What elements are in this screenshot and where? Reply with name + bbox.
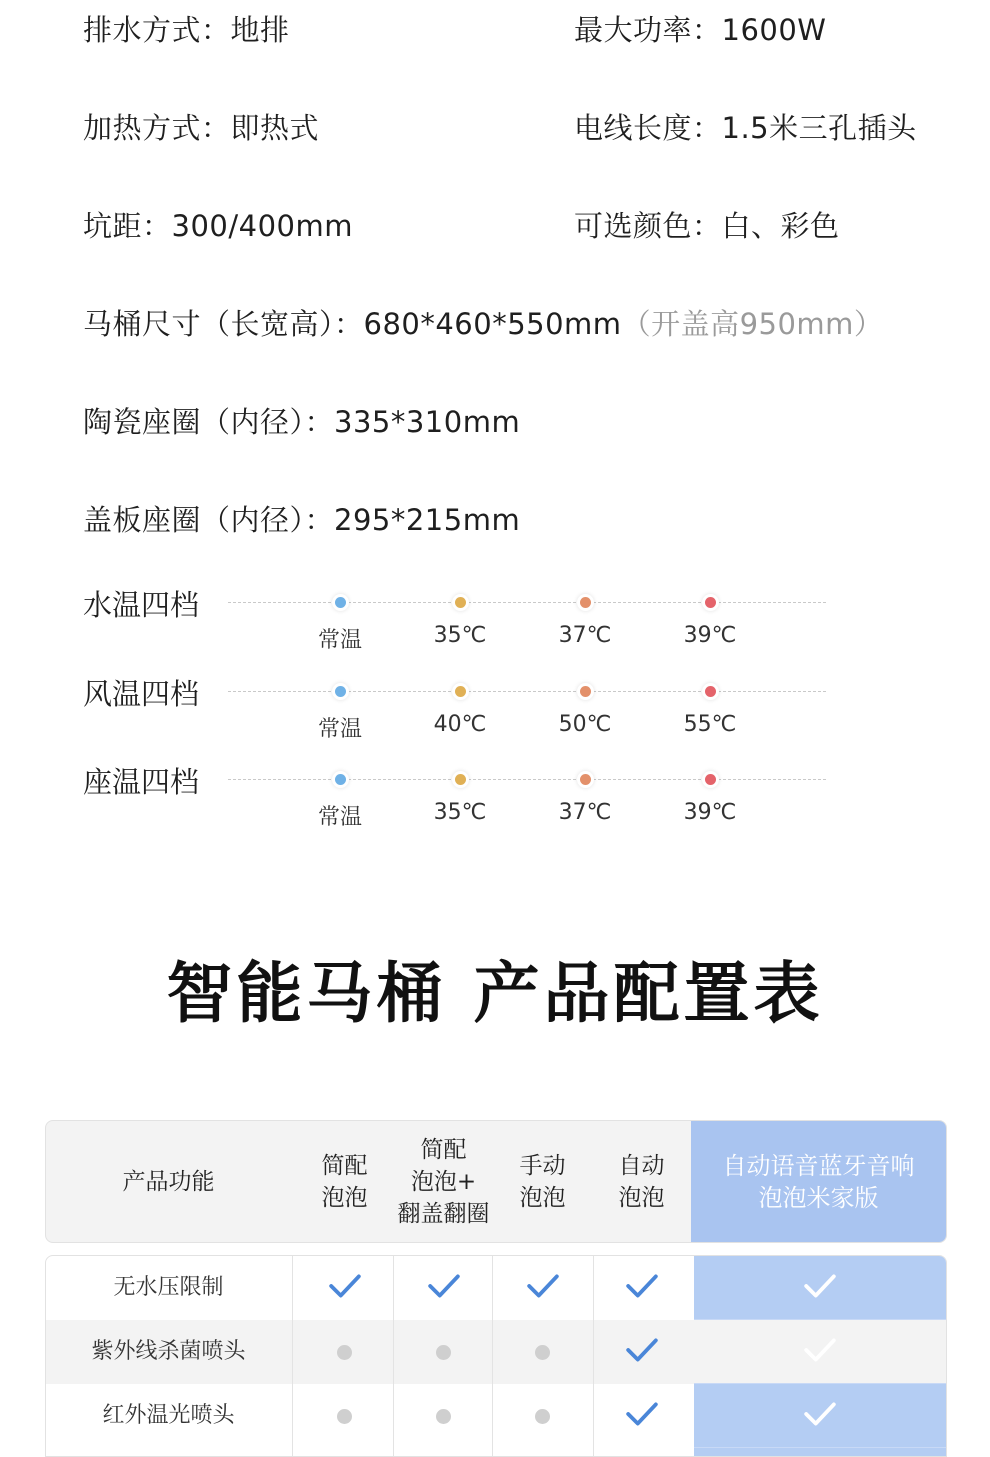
temp-level-label: 37℃ [558,800,612,825]
check-icon [592,1384,691,1448]
temp-scale-line [228,602,826,603]
header-model-3-line1: 手动 [519,1152,566,1179]
check-icon [493,1256,592,1320]
spec-size-main: 马桶尺寸（长宽高）：680*460*550mm [83,307,622,341]
column-divider [292,1256,293,1456]
temp-level-dot [335,774,346,785]
temp-level-dot [455,597,466,608]
config-table-header [45,1120,947,1243]
header-model-1-line1: 简配 [321,1152,368,1179]
temp-level-label: 39℃ [683,623,737,648]
header-model-4-line2: 泡泡 [618,1184,665,1211]
check-icon [694,1256,946,1320]
header-model-4 [592,1121,691,1242]
check-icon [592,1256,691,1320]
temp-level-label: 常温 [317,717,362,742]
spec-colors: 可选颜色：白、彩色 [574,209,840,243]
not-included-dot [394,1384,493,1448]
spec-ceramic-seat: 陶瓷座圈（内径）：335*310mm [83,405,521,439]
temp-level-dot [455,774,466,785]
temp-level-label: 50℃ [558,712,612,737]
config-table-body [45,1255,947,1457]
spec-size-open: （开盖高950mm） [621,307,884,341]
check-icon [394,1256,493,1320]
temp-level-dot [580,774,591,785]
temp-title: 水温四档 [83,588,200,622]
temp-level-label: 55℃ [683,712,737,737]
temp-level-dot [580,686,591,697]
temp-level-label: 35℃ [433,623,487,648]
check-icon [592,1320,691,1384]
temp-level-dot [705,686,716,697]
spec-size [83,302,883,343]
temp-level-dot [580,597,591,608]
column-divider [393,1256,394,1456]
table-row [46,1384,946,1448]
header-model-2-line3: 翻盖翻圈 [397,1200,490,1227]
header-model-2-line1: 简配 [420,1136,467,1163]
check-icon [694,1320,946,1384]
column-divider [593,1256,594,1456]
temp-scale-line [228,691,826,692]
spec-drain: 排水方式：地排 [83,13,290,47]
table-row [46,1256,946,1320]
column-divider [492,1256,493,1456]
temp-level-label: 常温 [317,805,362,830]
header-model-3 [493,1121,592,1242]
header-model-5-line1: 自动语音蓝牙音响 [722,1151,915,1180]
temp-level-dot [335,597,346,608]
not-included-dot [493,1320,592,1384]
header-model-2-line2: 泡泡+ [410,1168,477,1195]
temp-scale-line [228,779,826,780]
row-feature-name: 紫外线杀菌喷头 [91,1339,246,1364]
spec-pitch: 坑距：300/400mm [83,209,353,243]
spec-cover-seat: 盖板座圈（内径）：295*215mm [83,503,521,537]
temp-level-label: 37℃ [558,623,612,648]
table-row [46,1320,946,1384]
check-icon [694,1384,946,1448]
temp-title: 风温四档 [83,677,200,711]
temp-level-dot [455,686,466,697]
temp-level-dot [705,597,716,608]
header-model-5-line2: 泡泡米家版 [758,1183,879,1212]
header-model-4-line1: 自动 [618,1152,665,1179]
temp-level-label: 35℃ [433,800,487,825]
temp-level-dot [335,686,346,697]
header-feature: 产品功能 [122,1168,215,1195]
not-included-dot [394,1320,493,1384]
header-model-5 [691,1121,946,1242]
header-model-3-line2: 泡泡 [519,1184,566,1211]
spec-cable: 电线长度：1.5米三孔插头 [574,111,917,145]
temp-level-label: 常温 [317,628,362,653]
temp-title: 座温四档 [83,765,200,799]
spec-heating: 加热方式：即热式 [83,111,320,145]
temp-level-label: 40℃ [433,712,487,737]
temp-level-dot [705,774,716,785]
not-included-dot [295,1320,394,1384]
check-icon [295,1256,394,1320]
not-included-dot [295,1384,394,1448]
header-model-1 [295,1121,394,1242]
row-separator [694,1447,946,1448]
section-title: 智能马桶 产品配置表 [166,955,824,1032]
row-feature-name: 红外温光喷头 [102,1403,235,1428]
header-model-2 [394,1121,493,1242]
spec-power: 最大功率：1600W [574,13,827,47]
row-feature-name: 无水压限制 [113,1275,224,1300]
header-model-1-line2: 泡泡 [321,1184,368,1211]
not-included-dot [493,1384,592,1448]
temp-level-label: 39℃ [683,800,737,825]
